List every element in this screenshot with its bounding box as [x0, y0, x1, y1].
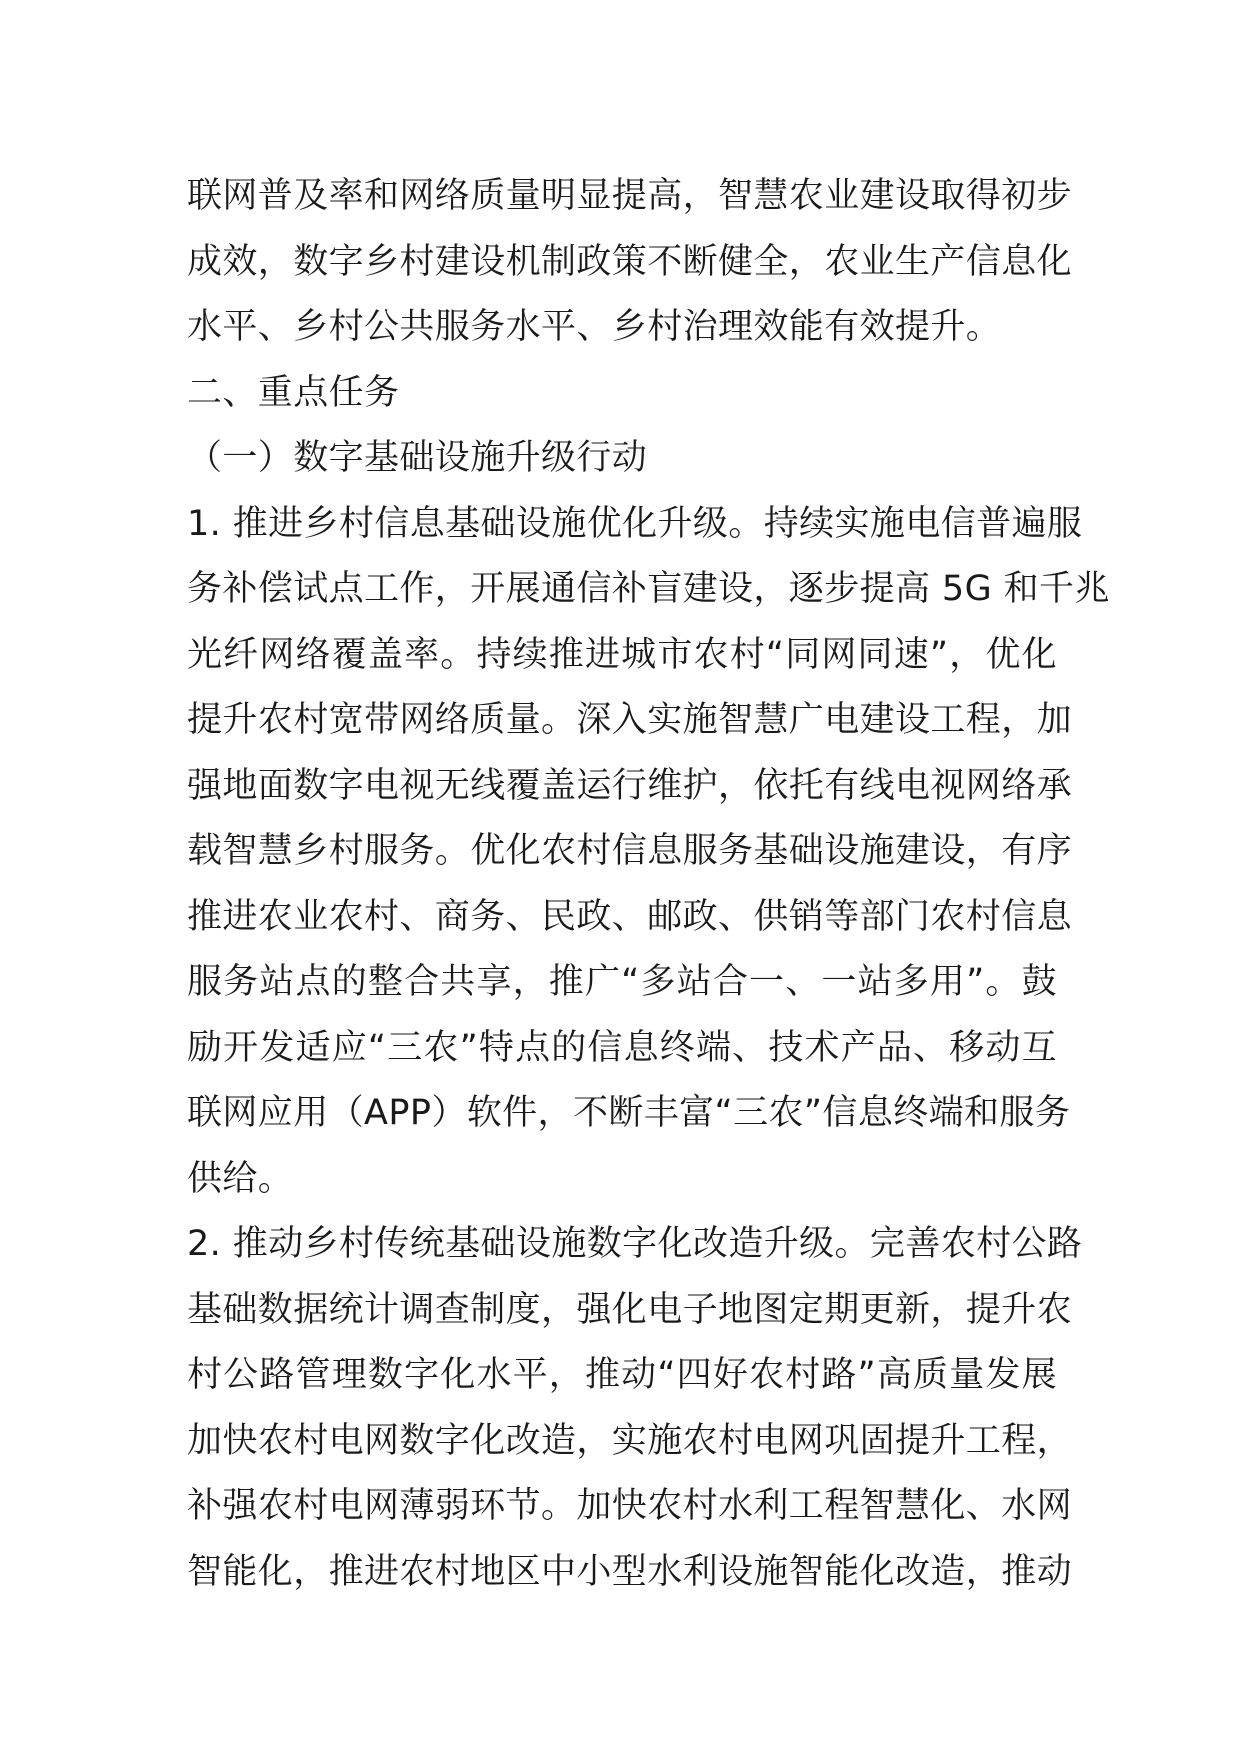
text-line: 二、重点任务 [187, 372, 400, 413]
text-line: 成效，数字乡村建设机制政策不断健全，农业生产信息化 [187, 241, 1073, 282]
text-line: 补强农村电网薄弱环节。加快农村水利工程智慧化、水网 [187, 1486, 1073, 1526]
text-line: 光纤网络覆盖率。持续推进城市农村“同网同速”，优化 [187, 634, 1057, 675]
text-line: 载智慧乡村服务。优化农村信息服务基础设施建设，有序 [187, 831, 1073, 871]
text-line: 服务站点的整合共享，推广“多站合一、一站多用”。鼓 [187, 962, 1057, 1002]
body-text [187, 164, 1110, 1605]
text-line: 村公路管理数字化水平，推动“四好农村路”高质量发展 [187, 1355, 1057, 1395]
text-line: 励开发适应“三农”特点的信息终端、技术产品、移动互 [187, 1027, 1057, 1068]
text-line: （一）数字基础设施升级行动 [187, 438, 648, 478]
text-line: 联网普及率和网络质量明显提高，智慧农业建设取得初步 [187, 176, 1073, 216]
text-line: 供给。 [187, 1158, 294, 1199]
text-line: 智能化，推进农村地区中小型水利设施智能化改造，推动 [187, 1551, 1073, 1592]
text-line: 1. 推进乡村信息基础设施优化升级。持续实施电信普遍服 [187, 503, 1083, 544]
text-line: 推进农业农村、商务、民政、邮政、供销等部门农村信息 [187, 896, 1073, 937]
text-line: 联网应用（APP）软件，不断丰富“三农”信息终端和服务 [187, 1093, 1071, 1133]
text-line: 2. 推动乡村传统基础设施数字化改造升级。完善农村公路 [187, 1224, 1083, 1264]
text-line: 务补偿试点工作，开展通信补盲建设，逐步提高 5G 和千兆 [187, 569, 1110, 609]
text-line: 水平、乡村公共服务水平、乡村治理效能有效提升。 [187, 307, 1002, 347]
text-line: 基础数据统计调查制度，强化电子地图定期更新，提升农 [187, 1289, 1073, 1330]
text-line: 加快农村电网数字化改造，实施农村电网巩固提升工程， [187, 1420, 1073, 1461]
text-line: 提升农村宽带网络质量。深入实施智慧广电建设工程，加 [187, 700, 1073, 740]
text-line: 强地面数字电视无线覆盖运行维护，依托有线电视网络承 [187, 765, 1073, 806]
